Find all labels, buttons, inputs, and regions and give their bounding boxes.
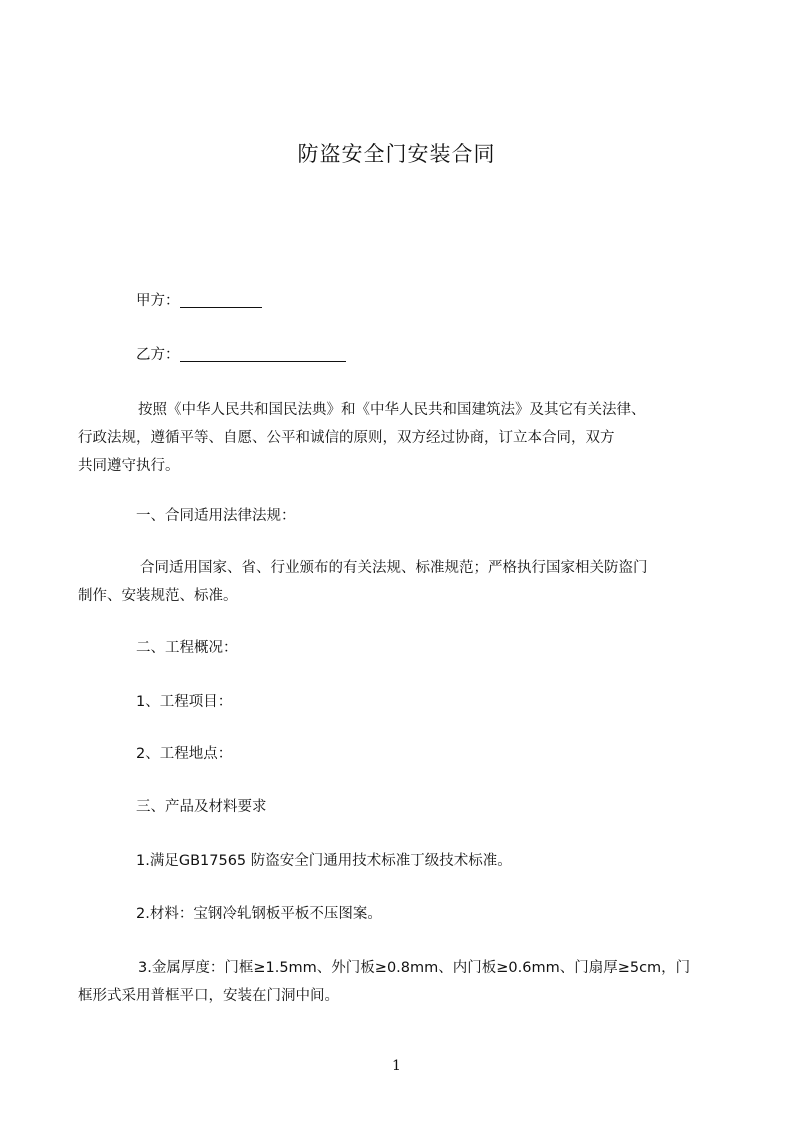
party-b-label: 乙方： [136, 347, 180, 363]
section2-heading: 二、工程概况： [136, 640, 238, 656]
party-a-label: 甲方： [136, 293, 180, 309]
intro-line: 行政法规，遵循平等、自愿、公平和诚信的原则，双方经过协商，订立本合同，双方 [78, 430, 615, 446]
requirement-3 [78, 954, 708, 1010]
intro-paragraph [78, 396, 708, 480]
party-a-blank [180, 291, 262, 308]
item-location: 2、工程地点： [136, 746, 233, 762]
party-b-line [136, 341, 346, 369]
intro-line: 共同遵守执行。 [78, 458, 180, 474]
requirement-3-line: 3.金属厚度：门框≥1.5mm、外门板≥0.8mm、内门板≥0.6mm、门扇厚≥5cm，门 [138, 960, 691, 976]
section3-heading: 三、产品及材料要求 [136, 799, 267, 815]
party-a-line [136, 287, 262, 315]
section1-line: 制作、安装规范、标准。 [78, 588, 238, 604]
section1-heading: 一、合同适用法律法规： [136, 508, 296, 524]
page-number: 1 [392, 1058, 401, 1074]
document-title: 防盗安全门安装合同 [297, 142, 496, 166]
section1-paragraph [78, 554, 708, 610]
section1-line: 合同适用国家、省、行业颁布的有关法规、标准规范；严格执行国家相关防盗门 [140, 560, 648, 576]
requirement-1: 1.满足GB17565 防盗安全门通用技术标准丁级技术标准。 [136, 853, 512, 869]
party-b-blank [180, 345, 346, 362]
intro-line: 按照《中华人民共和国民法典》和《中华人民共和国建筑法》及其它有关法律、 [138, 402, 646, 418]
item-project: 1、工程项目： [136, 694, 233, 710]
requirement-2: 2.材料：宝钢冷轧钢板平板不压图案。 [136, 906, 382, 922]
requirement-3-line: 框形式采用普框平口，安装在门洞中间。 [78, 988, 339, 1004]
